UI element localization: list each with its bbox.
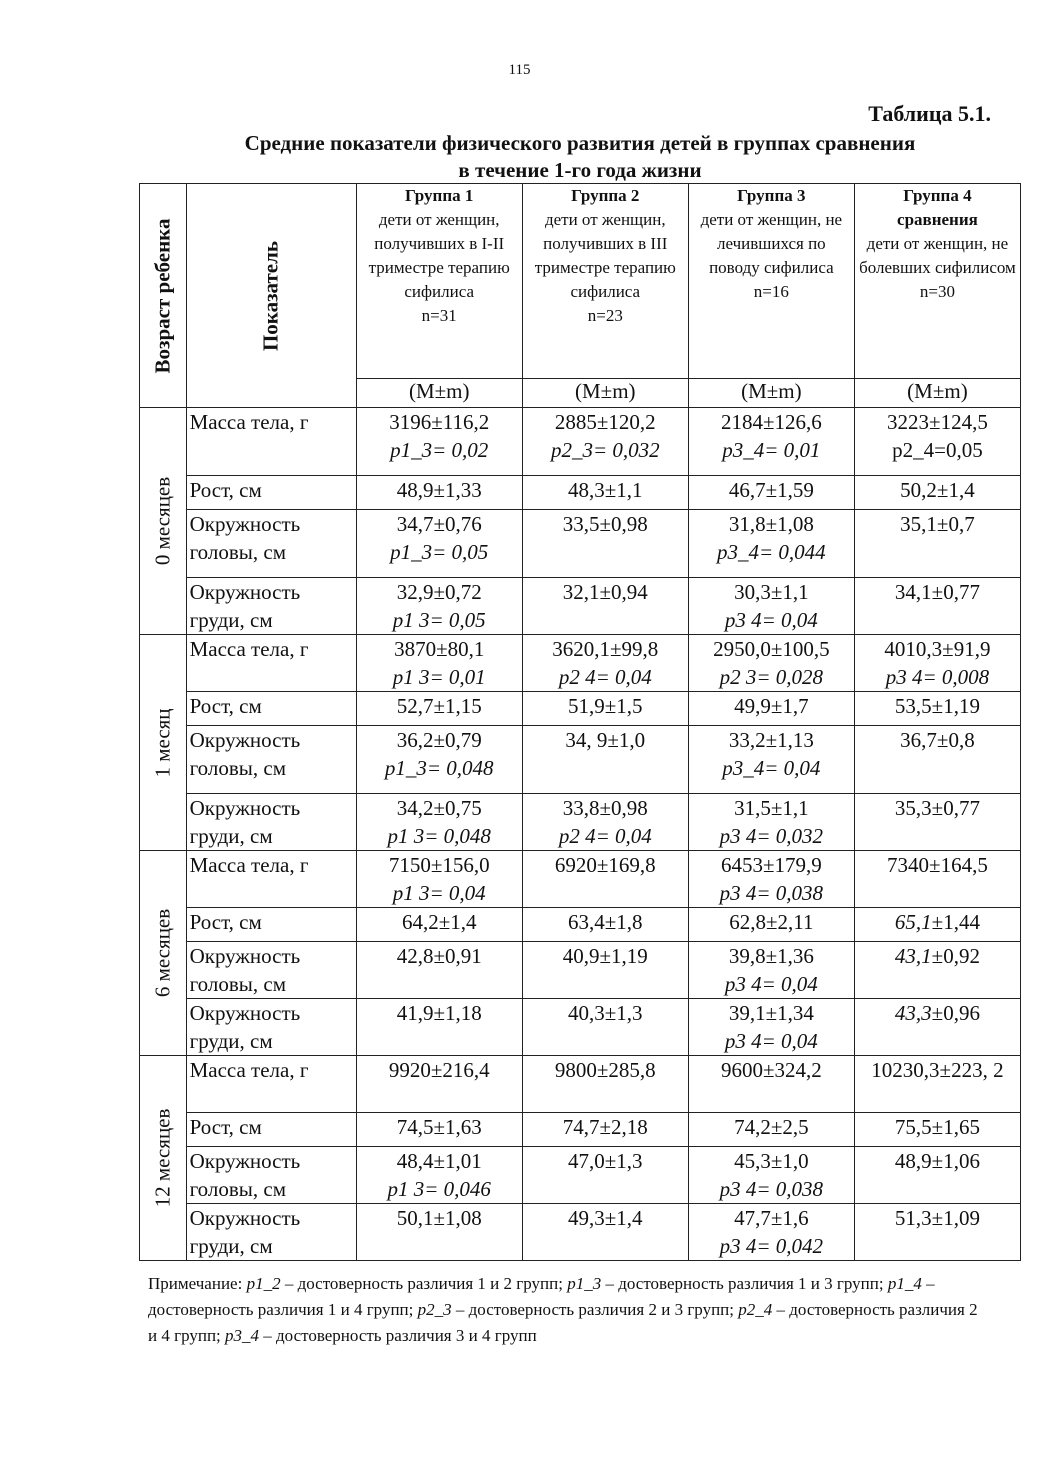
value-text: 48,9±1,33 [396, 478, 482, 502]
p-value: p3 4= 0,04 [724, 608, 818, 632]
value-text: 9600±324,2 [720, 1058, 822, 1082]
value-text: 62,8±2,11 [729, 910, 814, 934]
value-cell [688, 726, 854, 794]
value-text: 36,2±0,79 [396, 728, 482, 752]
value-cell [688, 408, 854, 476]
group2-header [522, 184, 688, 379]
value-cell [356, 999, 522, 1056]
p-value: p2 4= 0,04 [558, 824, 652, 848]
value-text: 48,9±1,06 [894, 1149, 980, 1173]
table-row [140, 692, 1021, 726]
indicator-cell: Масса тела, г [186, 408, 356, 476]
value-text: 3223±124,5 [887, 410, 988, 434]
value-text: 32,9±0,72 [396, 580, 482, 604]
note-text: – достоверность различия 2 и 3 групп; [451, 1300, 739, 1319]
value-cell [854, 692, 1020, 726]
value-cell [854, 408, 1020, 476]
value-cell [688, 578, 854, 635]
value-text: 39,1±1,34 [728, 1001, 814, 1025]
value-cell [356, 726, 522, 794]
p-value: p1_3= 0,05 [390, 540, 489, 564]
value-cell [356, 408, 522, 476]
value-text: 48,4±1,01 [396, 1149, 482, 1173]
indicator-cell: Рост, см [186, 1113, 356, 1147]
value-cell [356, 1113, 522, 1147]
p-value: p2_4=0,05 [892, 438, 983, 462]
value-cell [688, 1204, 854, 1261]
p-value: p3_4= 0,01 [722, 438, 821, 462]
age-cell [140, 1056, 187, 1261]
age-label: 12 месяцев [150, 1108, 175, 1208]
table-row [140, 510, 1021, 578]
group4-header [854, 184, 1020, 379]
table-title-line1: Средние показатели физического развития детей в группах сравнения [244, 131, 916, 155]
indicator-cell: Окружность груди, см [186, 794, 356, 851]
value-text: 63,4±1,8 [568, 910, 643, 934]
value-cell [854, 1204, 1020, 1261]
value-text: 47,0±1,3 [568, 1149, 643, 1173]
group-name: Группа 2 [571, 186, 640, 205]
group-n: n=30 [919, 282, 955, 301]
group1-header [356, 184, 522, 379]
value-text: 4010,3±91,9 [884, 637, 991, 661]
value-text: 49,3±1,4 [568, 1206, 643, 1230]
p-value: p3 4= 0,032 [719, 824, 824, 848]
value-cell [688, 692, 854, 726]
value-text: 49,9±1,7 [734, 694, 809, 718]
indicator-cell: Окружность головы, см [186, 726, 356, 794]
value-cell [522, 794, 688, 851]
value-text: 33,8±0,98 [562, 796, 648, 820]
value-cell [854, 578, 1020, 635]
value-text: 9800±285,8 [554, 1058, 656, 1082]
indicator-cell: Масса тела, г [186, 1056, 356, 1113]
value-text: 2950,0±100,5 [713, 637, 830, 661]
value-text: 3196±116,2 [389, 410, 490, 434]
table-row [140, 1204, 1021, 1261]
age-column-label: Возраст ребенка [150, 218, 175, 373]
value-cell [854, 1147, 1020, 1204]
indicator-cell: Окружность головы, см [186, 942, 356, 999]
value-text: 64,2±1,4 [401, 910, 477, 934]
p-value: p2 3= 0,028 [719, 665, 824, 689]
value-text: 48,3±1,1 [568, 478, 643, 502]
indicator-cell: Масса тела, г [186, 851, 356, 908]
value-cell [522, 999, 688, 1056]
p-value: p2 4= 0,04 [558, 665, 652, 689]
value-text: 74,7±2,18 [562, 1115, 648, 1139]
value-text: 33,5±0,98 [562, 512, 648, 536]
indicator-cell: Рост, см [186, 692, 356, 726]
value-cell [688, 1147, 854, 1204]
indicator-cell: Окружность головы, см [186, 510, 356, 578]
value-text: 45,3±1,0 [734, 1149, 809, 1173]
value-text: 52,7±1,15 [396, 694, 482, 718]
group-n: n=31 [421, 306, 457, 325]
value-text: 41,9±1,18 [396, 1001, 482, 1025]
value-cell [688, 908, 854, 942]
value-italic: 43,3 [894, 1001, 932, 1025]
value-cell [356, 635, 522, 692]
value-text: 65,1±1,44 [894, 910, 980, 934]
value-text: 50,1±1,08 [396, 1206, 482, 1230]
p-value: p3 4= 0,04 [724, 972, 818, 996]
value-text: 50,2±1,4 [900, 478, 975, 502]
table-title-line2: в течение 1-го года жизни [458, 158, 702, 182]
table-row [140, 1056, 1021, 1113]
value-cell [688, 510, 854, 578]
table-row [140, 942, 1021, 999]
p-value: p1 3= 0,05 [392, 608, 486, 632]
table-row [140, 578, 1021, 635]
table-row [140, 851, 1021, 908]
note-symbol: p2_3 [417, 1300, 452, 1319]
value-cell [522, 1204, 688, 1261]
p-value: p3_4= 0,044 [717, 540, 826, 564]
value-text: 34,1±0,77 [894, 580, 980, 604]
value-italic: 65,1 [894, 910, 932, 934]
note-symbol: p3_4 [225, 1326, 260, 1345]
value-text: 51,9±1,5 [568, 694, 643, 718]
value-text: 6920±169,8 [554, 853, 656, 877]
table-row [140, 635, 1021, 692]
value-cell [522, 942, 688, 999]
p-value: p1 3= 0,04 [392, 881, 486, 905]
value-cell [688, 794, 854, 851]
group-name: Группа 4 [903, 186, 972, 205]
value-cell [356, 794, 522, 851]
group3-header [688, 184, 854, 379]
note-symbol: p1_2 [246, 1274, 281, 1293]
value-text: 10230,3±223, 2 [871, 1058, 1004, 1082]
note-symbol: p1_3 [567, 1274, 602, 1293]
group-description: дети от женщин, получивших в I-II триместре терапию сифилиса [368, 210, 510, 301]
value-cell [356, 1204, 522, 1261]
p-value: p3 4= 0,038 [719, 1177, 824, 1201]
value-text: 2184±126,6 [720, 410, 822, 434]
p-value: p2_3= 0,032 [550, 438, 660, 462]
table-caption: Таблица 5.1. [868, 101, 991, 126]
table-body [140, 408, 1021, 1261]
mm-label: (M±m) [522, 379, 688, 408]
indicator-cell: Окружность груди, см [186, 578, 356, 635]
table-row [140, 908, 1021, 942]
value-cell [854, 510, 1020, 578]
p-value: p3_4= 0,04 [722, 756, 821, 780]
indicator-column-header [186, 184, 356, 408]
value-cell [854, 794, 1020, 851]
group-description: дети от женщин, не лечившихся по поводу сифилиса [700, 210, 843, 277]
age-label: 0 месяцев [150, 476, 175, 566]
value-cell [854, 908, 1020, 942]
value-cell [522, 1147, 688, 1204]
value-cell [854, 942, 1020, 999]
value-cell [522, 692, 688, 726]
indicator-cell: Масса тела, г [186, 635, 356, 692]
value-text: 75,5±1,65 [894, 1115, 980, 1139]
p-value: p3 4= 0,038 [719, 881, 824, 905]
indicator-cell: Окружность груди, см [186, 1204, 356, 1261]
value-text: 40,3±1,3 [568, 1001, 643, 1025]
mm-label: (M±m) [854, 379, 1020, 408]
value-text: 53,5±1,19 [894, 694, 980, 718]
note-text: – достоверность различия 1 и 3 групп; [601, 1274, 888, 1293]
value-cell [688, 999, 854, 1056]
note-symbol: p2_4 [738, 1300, 773, 1319]
table-row [140, 1147, 1021, 1204]
value-text: 74,2±2,5 [734, 1115, 809, 1139]
group-n: n=16 [753, 282, 789, 301]
value-cell [688, 1113, 854, 1147]
value-text: 32,1±0,94 [562, 580, 648, 604]
value-cell [854, 635, 1020, 692]
value-cell [522, 726, 688, 794]
age-cell [140, 851, 187, 1056]
value-text: 34,7±0,76 [396, 512, 482, 536]
group-name: Группа 3 [737, 186, 806, 205]
value-cell [522, 476, 688, 510]
group-n: n=23 [587, 306, 623, 325]
value-cell [854, 851, 1020, 908]
table-row [140, 476, 1021, 510]
value-cell [356, 908, 522, 942]
p-value: p3 4= 0,042 [719, 1234, 824, 1258]
table-title [140, 130, 1020, 184]
value-cell [356, 578, 522, 635]
value-cell [356, 1056, 522, 1113]
value-cell [522, 1113, 688, 1147]
value-text: 51,3±1,09 [894, 1206, 980, 1230]
p-value: p3 4= 0,04 [724, 1029, 818, 1053]
indicator-column-label: Показатель [258, 240, 283, 351]
value-text: 3620,1±99,8 [552, 637, 659, 661]
value-cell [522, 408, 688, 476]
value-text: 30,3±1,1 [734, 580, 809, 604]
table-row [140, 999, 1021, 1056]
value-text: 42,8±0,91 [396, 944, 482, 968]
value-cell [522, 851, 688, 908]
age-cell [140, 635, 187, 851]
value-cell [854, 476, 1020, 510]
value-text: 74,5±1,63 [396, 1115, 482, 1139]
value-text: 34, 9±1,0 [565, 728, 646, 752]
value-cell [356, 476, 522, 510]
note-text: – достоверность различия 2 и 4 групп; [148, 1300, 978, 1345]
age-column-header [140, 184, 187, 408]
group-description: дети от женщин, получивших в III триместре терапию сифилиса [534, 210, 676, 301]
value-text: 7150±156,0 [388, 853, 490, 877]
value-text: 43,3±0,96 [894, 1001, 980, 1025]
indicator-cell: Рост, см [186, 476, 356, 510]
table-row [140, 1113, 1021, 1147]
value-cell [688, 942, 854, 999]
value-cell [688, 635, 854, 692]
value-cell [688, 851, 854, 908]
note-text: – достоверность различия 3 и 4 групп [259, 1326, 537, 1345]
value-cell [522, 908, 688, 942]
value-cell [854, 1056, 1020, 1113]
age-cell [140, 408, 187, 635]
value-text: 31,8±1,08 [728, 512, 814, 536]
value-cell [356, 692, 522, 726]
group-name: Группа 1 [405, 186, 474, 205]
value-text: 36,7±0,8 [900, 728, 975, 752]
value-cell [854, 1113, 1020, 1147]
indicator-cell: Окружность головы, см [186, 1147, 356, 1204]
value-italic: 43,1 [894, 944, 932, 968]
mm-label: (M±m) [356, 379, 522, 408]
age-label: 6 месяцев [150, 908, 175, 998]
value-cell [356, 942, 522, 999]
table-row [140, 726, 1021, 794]
value-cell [688, 476, 854, 510]
value-cell [522, 635, 688, 692]
age-label: 1 месяц [150, 707, 175, 778]
value-cell [356, 510, 522, 578]
value-cell [522, 578, 688, 635]
value-text: 7340±164,5 [887, 853, 988, 877]
page-number: 115 [508, 62, 531, 78]
value-cell [356, 851, 522, 908]
value-cell [854, 726, 1020, 794]
p-value: p1_3= 0,048 [384, 756, 494, 780]
value-cell [522, 1056, 688, 1113]
note-prefix: Примечание: [148, 1274, 247, 1293]
value-text: 3870±80,1 [394, 637, 485, 661]
value-text: 47,7±1,6 [734, 1206, 809, 1230]
value-text: 35,1±0,7 [900, 512, 975, 536]
value-text: 39,8±1,36 [728, 944, 814, 968]
value-text: 33,2±1,13 [728, 728, 814, 752]
group-description: дети от женщин, не болевших сифилисом [859, 234, 1016, 277]
value-cell [854, 999, 1020, 1056]
table-note [148, 1271, 988, 1349]
value-text: 34,2±0,75 [396, 796, 482, 820]
value-text: 46,7±1,59 [728, 478, 814, 502]
value-cell [688, 1056, 854, 1113]
note-symbol: p1_4 [887, 1274, 922, 1293]
value-text: 31,5±1,1 [734, 796, 809, 820]
value-text: 43,1±0,92 [894, 944, 980, 968]
table-row [140, 794, 1021, 851]
value-cell [522, 510, 688, 578]
note-text: – достоверность различия 1 и 4 групп; [148, 1274, 935, 1319]
p-value: p1 3= 0,048 [387, 824, 491, 848]
table-row [140, 408, 1021, 476]
value-text: 9920±216,4 [388, 1058, 490, 1082]
value-text: 6453±179,9 [720, 853, 822, 877]
p-value: p1 3= 0,01 [392, 665, 486, 689]
mm-label: (M±m) [688, 379, 854, 408]
p-value: p1_3= 0,02 [390, 438, 489, 462]
p-value: p3 4= 0,008 [885, 665, 990, 689]
value-text: 2885±120,2 [554, 410, 656, 434]
indicator-cell: Рост, см [186, 908, 356, 942]
development-table [139, 183, 1021, 1261]
indicator-cell: Окружность груди, см [186, 999, 356, 1056]
value-cell [356, 1147, 522, 1204]
value-text: 35,3±0,77 [894, 796, 980, 820]
p-value: p1 3= 0,046 [387, 1177, 491, 1201]
value-text: 40,9±1,19 [562, 944, 648, 968]
note-text: – достоверность различия 1 и 2 групп; [280, 1274, 568, 1293]
group-description-bold: сравнения [897, 210, 978, 229]
